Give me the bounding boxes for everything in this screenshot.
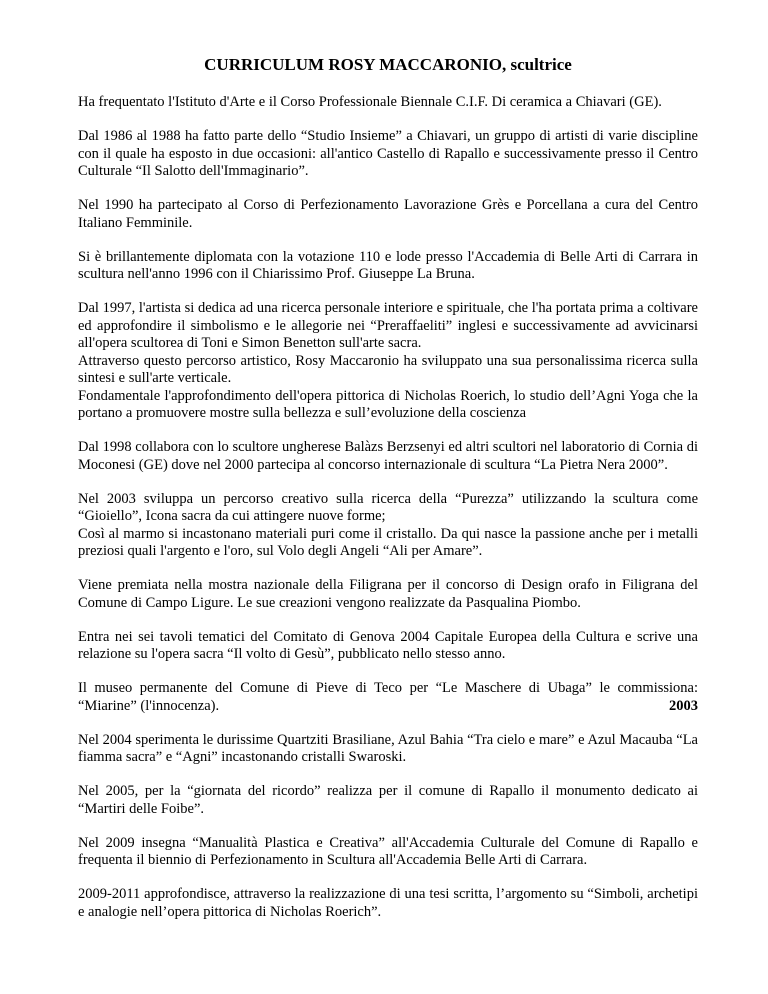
document-title: CURRICULUM ROSY MACCARONIO, scultrice: [204, 55, 572, 74]
paragraph-museo-pieve: [78, 680, 698, 715]
paragraph-2005: Nel 2005, per la “giornata del ricordo” realizza per il comune di Rapallo il monumento dedicato ai “Martiri delle Foibe”.: [78, 783, 698, 817]
paragraph-diploma: Si è brillantemente diplomata con la votazione 110 e lode presso l'Accademia di Belle Arti di Carrara in scultura nell'anno 1996 con il Chiarissimo Prof. Giuseppe La Bruna.: [78, 248, 698, 282]
paragraph-studio-insieme: Dal 1986 al 1988 ha fatto parte dello “Studio Insieme” a Chiavari, un gruppo di artisti di varie discipline con il quale ha esposto in due occasioni: all'antico Castello di Rapallo e successivamente presso il Centro Culturale “Il Salotto dell'Immaginario”.: [78, 128, 698, 179]
paragraph-2009-2011: 2009-2011 approfondisce, attraverso la realizzazione di una tesi scritta, l’argomento su “Simboli, archetipi e analogie nell’opera pittorica di Nicholas Roerich”.: [78, 886, 698, 920]
paragraph-istituto: Ha frequentato l'Istituto d'Arte e il Corso Professionale Biennale C.I.F. Di ceramica a Chiavari (GE).: [78, 94, 662, 110]
paragraph-filigrana: Viene premiata nella mostra nazionale della Filigrana per il concorso di Design orafo in Filigrana del Comune di Campo Ligure. Le sue creazioni vengono realizzate da Pasqualina Piombo.: [78, 577, 698, 611]
paragraph-2003: [78, 491, 698, 561]
paragraph-1997-part-1: Dal 1997, l'artista si dedica ad una ricerca personale interiore e spirituale, che l'ha portata prima a coltivare ed approfondire il simbolismo e le allegorie nei “Preraffaeliti” inglesi e successivamente ad avvicinarsi all'opera scultorea di Toni e Simon Benetton sull'arte sacra.: [78, 300, 698, 351]
paragraph-museo-text: Il museo permanente del Comune di Pieve di Teco per “Le Maschere di Ubaga” le commissiona: “Miarine” (l'innocenza).: [78, 680, 698, 714]
paragraph-2003-part-2: Così al marmo si incastonano materiali puri come il cristallo. Da qui nasce la passione anche per i metalli preziosi quali l'argento e l'oro, sul Volo degli Angeli “Ali per Amare”.: [78, 525, 698, 559]
paragraph-2003-part-1: Nel 2003 sviluppa un percorso creativo sulla ricerca della “Purezza” utilizzando la scultura come “Gioiello”, Icona sacra da cui attingere nuove forme;: [78, 490, 698, 524]
paragraph-2009: Nel 2009 insegna “Manualità Plastica e Creativa” all'Accademia Culturale del Comune di Rapallo e frequenta il biennio di Perfezionamento in Scultura all'Accademia Belle Arti di Carrara.: [78, 834, 698, 868]
paragraph-2004: Nel 2004 sperimenta le durissime Quartziti Brasiliane, Azul Bahia “Tra cielo e mare” e Azul Macauba “La fiamma sacra” e “Agni” incastonando cristalli Swaroski.: [78, 731, 698, 765]
paragraph-1997: [78, 300, 698, 423]
document-page: [78, 54, 698, 938]
paragraph-genova-2004: Entra nei sei tavoli tematici del Comitato di Genova 2004 Capitale Europea della Cultura e scrive una relazione su l'opera sacra “Il volto di Gesù”, pubblicato nello stesso anno.: [78, 628, 698, 662]
paragraph-corso-gres: Nel 1990 ha partecipato al Corso di Perfezionamento Lavorazione Grès e Porcellana a cura del Centro Italiano Femminile.: [78, 197, 698, 231]
paragraph-1998: Dal 1998 collabora con lo scultore ungherese Balàzs Berzsenyi ed altri scultori nel laboratorio di Cornia di Moconesi (GE) dove nel 2000 partecipa al concorso internazionale di scultura “La Pietra Nera 2000”.: [78, 439, 698, 473]
paragraph-1997-part-3: Fondamentale l'approfondimento dell'opera pittorica di Nicholas Roerich, lo studio dell’Agni Yoga che la portano a promuovere mostre sulla bellezza e sull’evoluzione della coscienza: [78, 387, 698, 421]
year-label: 2003: [669, 697, 698, 714]
paragraph-1997-part-2: Attraverso questo percorso artistico, Rosy Maccaronio ha sviluppato una sua personalissima ricerca sulla sintesi e sull'arte verticale.: [78, 352, 698, 386]
